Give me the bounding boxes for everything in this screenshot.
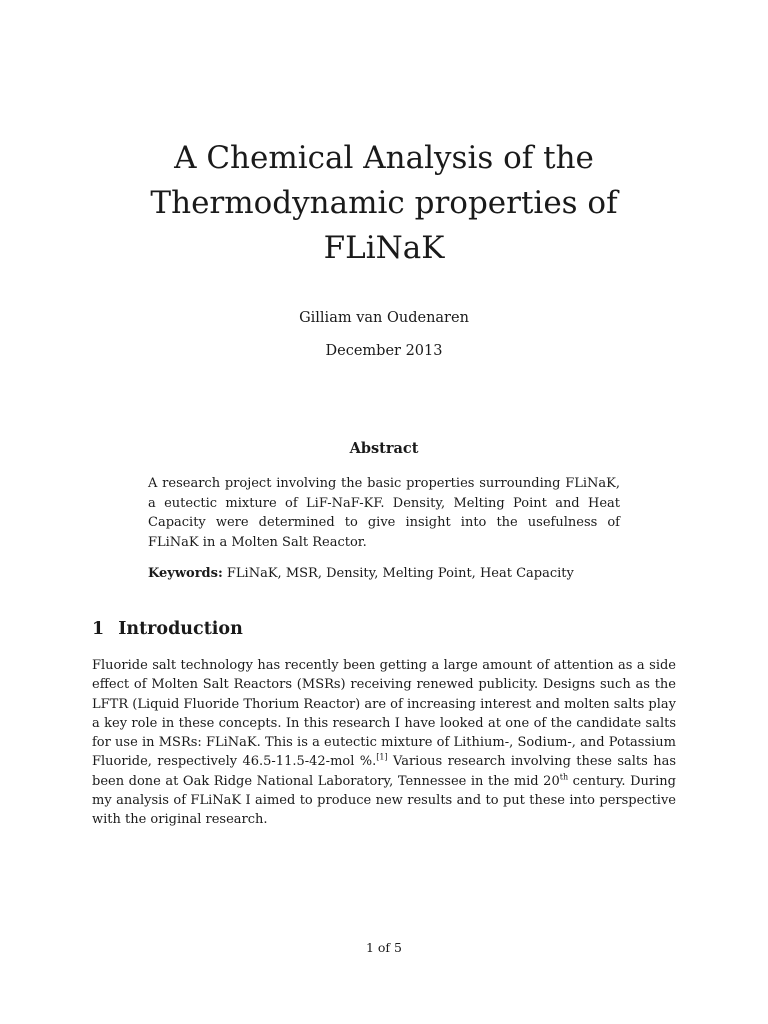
keywords (148, 564, 620, 584)
abstract-text: A research project involving the basic properties surrounding FLiNaK, a eutectic mixture of LiF-NaF-KF. Density, Melting Point and Heat Capacity were determined to give insight into the usefulness of FLiNaK in a Molten Salt Reactor. (148, 476, 620, 550)
title-line-2: Thermodynamic properties of (150, 185, 618, 221)
author-name: Gilliam van Oudenaren (299, 310, 469, 326)
section-heading-introduction (92, 619, 243, 639)
keywords-list: FLiNaK, MSR, Density, Melting Point, Heat Capacity (226, 566, 574, 581)
page-number: 1 of 5 (365, 940, 402, 955)
title-line-3: FLiNaK (323, 230, 445, 266)
section-number: 1 (92, 619, 105, 639)
abstract-heading: Abstract (349, 440, 419, 457)
intro-text-part-1: Fluoride salt technology has recently been getting a large amount of attention as a side effect of Molten Salt Reactors (MSRs) receiving renewed publicity. Designs such as the LFTR (Liquid Fluoride Thorium Reactor) are of increasing interest and molten salts play a key role in these concepts. In this research I have looked at one of the candidate salts for use in MSRs: FLiNaK. This is a eutectic mixture of Lithium-, Sodium-, and Potassium Fluoride, respectively 46.5-11.5-42-mol %. (92, 658, 676, 770)
introduction-paragraph (92, 656, 676, 830)
publication-date: December 2013 (325, 343, 443, 359)
title-line-1: A Chemical Analysis of the (174, 140, 594, 176)
intro-text-part-2: Various research involving these salts has been done at Oak Ridge National Laboratory, Tennessee in the mid 20 (92, 754, 676, 789)
ordinal-superscript: th (559, 772, 569, 782)
paper-title (0, 136, 768, 271)
keywords-label: Keywords: (148, 566, 223, 581)
intro-text-part-3: century. During my analysis of FLiNaK I aimed to produce new results and to put these into perspective with the original research. (92, 773, 676, 828)
section-title: Introduction (118, 619, 243, 639)
citation-reference[interactable]: [1] (376, 753, 388, 763)
